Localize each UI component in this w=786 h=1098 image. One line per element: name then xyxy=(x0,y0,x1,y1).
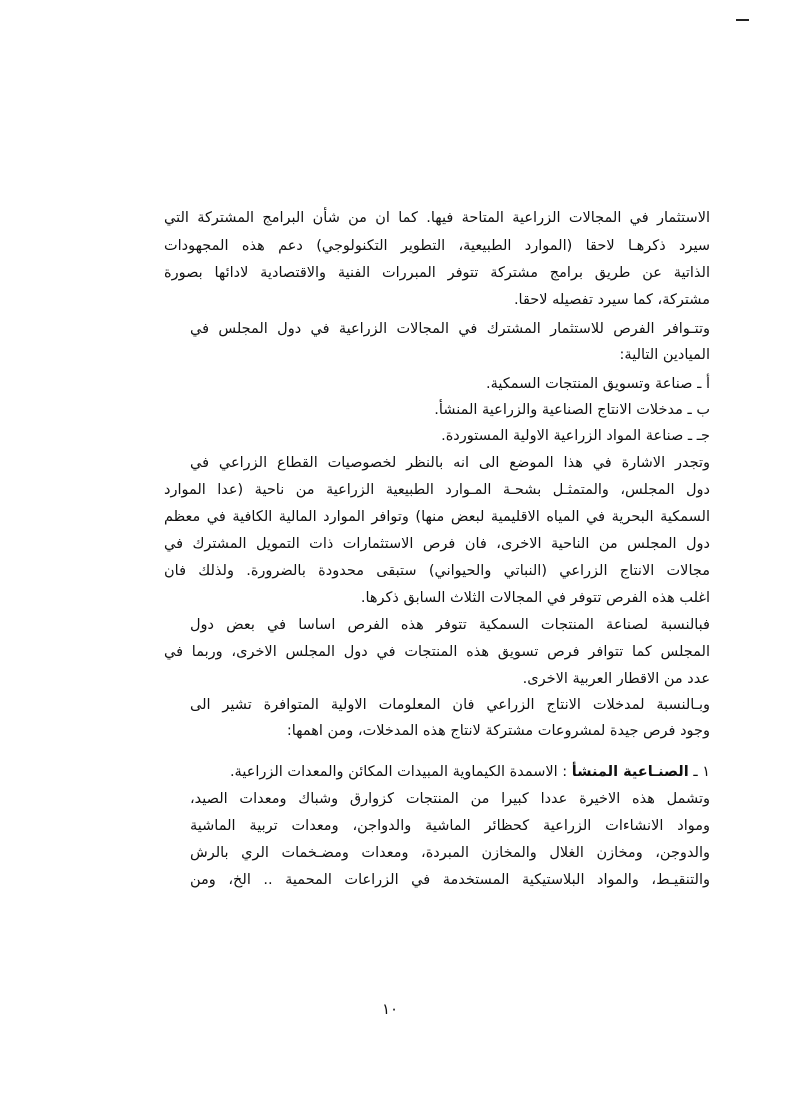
list-item: جـ ـ صناعة المواد الزراعية الاولية المستوردة. xyxy=(441,428,710,444)
item-heading: الصنـاعية المنشأ xyxy=(571,764,689,780)
text-line: وتتـوافر الفرص للاستثمار المشترك في المجالات الزراعية في دول المجلس في xyxy=(190,321,710,337)
text-line: الميادين التالية: xyxy=(619,347,710,363)
list-item: ب ـ مدخلات الانتاج الصناعية والزراعية المنشأ. xyxy=(434,402,710,418)
text-line: دول المجلس من الناحية الاخرى، فان فرص الاستثمارات ذات التمويل المشترك في xyxy=(164,536,710,552)
text-line: الاستثمار في المجالات الزراعية المتاحة فيها. كما ان من شأن البرامج المشتركة التي xyxy=(164,210,710,226)
text-line: مشتركة، كما سيرد تفصيله لاحقا. xyxy=(513,292,710,308)
text-line: وتجدر الاشارة في هذا الموضع الى انه بالنظر لخصوصيات القطاع الزراعي في xyxy=(190,455,710,471)
text-line: المجلس كما تتوافر فرص تسويق هذه المنتجات في دول المجلس الاخرى، وربما في xyxy=(164,644,710,660)
text-line: السمكية البحرية في المياه الاقليمية لبعض منها) وتوافر الموارد المالية الكافية في معظم xyxy=(164,509,710,525)
text-line: وتشمل هذه الاخيرة عددا كبيرا من المنتجات كزوارق وشباك ومعدات الصيد، xyxy=(190,791,710,807)
text-line: ومواد الانشاءات الزراعية كحظائر الماشية والدواجن، ومعدات تربية الماشية xyxy=(190,818,710,834)
list-item: أ ـ صناعة وتسويق المنتجات السمكية. xyxy=(486,376,710,392)
item-text: : الاسمدة الكيماوية المبيدات المكائن والمعدات الزراعية. xyxy=(229,764,572,780)
text-line: والدوجن، ومخازن الغلال والمخازن المبردة، ومعدات ومضـخمات الري بالرش xyxy=(190,845,710,861)
text-line: مجالات الانتاج الزراعي (النباتي والحيواني) ستبقى محدودة بالضرورة. ولذلك فان xyxy=(164,563,710,579)
text-line: اغلب هذه الفرص تتوفر في المجالات الثلاث السابق ذكرها. xyxy=(360,590,710,606)
item-number: ١ ـ xyxy=(688,764,710,780)
text-line: فبالنسبة لصناعة المنتجات السمكية تتوفر هذه الفرص اساسا في بعض دول xyxy=(190,617,710,633)
text-line: وجود فرص جيدة لمشروعات مشتركة لانتاج هذه المدخلات، ومن اهمها: xyxy=(286,723,710,739)
text-line: دول المجلس، والمتمثـل بشحـة المـوارد الطبيعية الزراعية من ناحية (عدا الموارد xyxy=(164,482,710,498)
text-line: عدد من الاقطار العربية الاخرى. xyxy=(522,671,710,687)
text-line: سيرد ذكرهـا لاحقا (الموارد الطبيعية، التطوير التكنولوجي) دعم هذه المجهودات xyxy=(164,238,710,254)
text-line: وبـالنسبة لمدخلات الانتاج الزراعي فان المعلومات الاولية المتوافرة تشير الى xyxy=(190,697,710,713)
numbered-heading xyxy=(164,762,710,782)
text-line: والتنقيـط، والمواد البلاستيكية المستخدمة في الزراعات المحمية .. الخ، ومن xyxy=(190,872,710,888)
scan-mark xyxy=(736,19,749,21)
text-line: الذاتية عن طريق برامج مشتركة تتوفر المبررات الفنية والاقتصادية لادائها بصورة xyxy=(164,265,710,281)
page-number: ١٠ xyxy=(381,1000,399,1018)
